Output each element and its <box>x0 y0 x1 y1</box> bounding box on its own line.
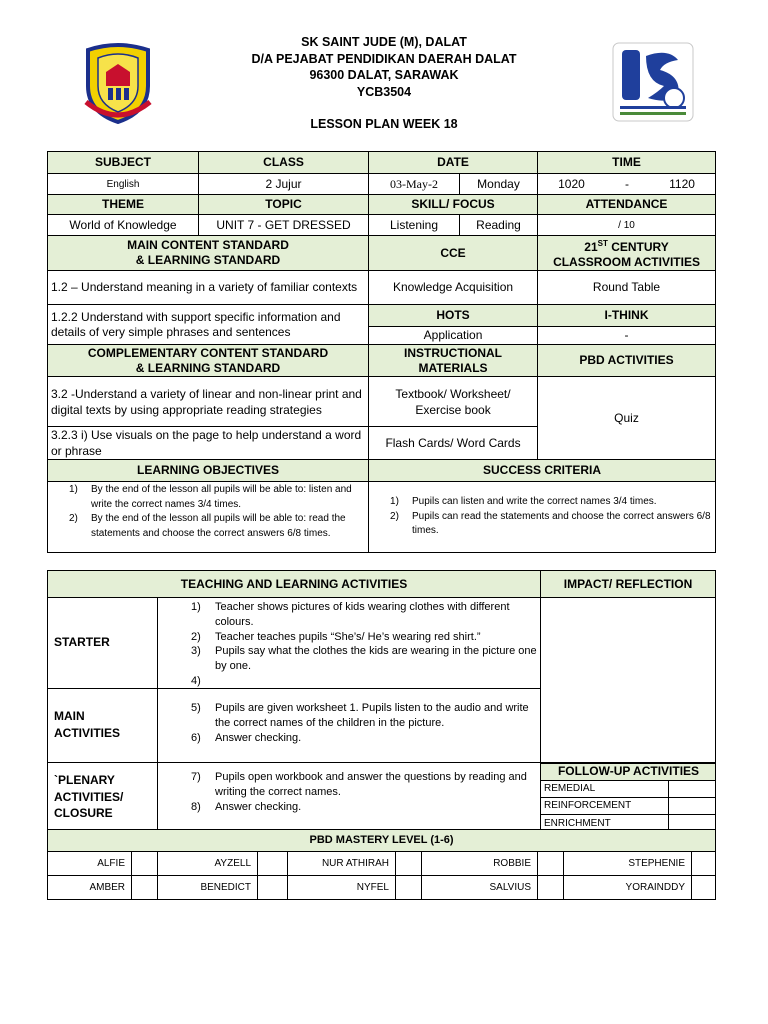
list-item-number: 6) <box>191 731 201 744</box>
pupil-name: SALVIUS <box>422 876 538 900</box>
hots-value: Application <box>369 327 538 345</box>
pbd-activity-value: Quiz <box>538 377 716 460</box>
list-item-number: 1) <box>390 496 399 507</box>
skill-value-2: Reading <box>460 215 538 236</box>
document-header <box>0 28 768 138</box>
starter-activities <box>158 598 541 689</box>
school-address-block <box>220 34 548 133</box>
plenary-label-line2: ACTIVITIES/ <box>54 789 124 804</box>
school-crest-logo <box>82 42 154 124</box>
list-item-number: 7) <box>191 770 201 783</box>
pupil-name: YORAINDDY <box>564 876 692 900</box>
pupil-name: ROBBIE <box>422 852 538 876</box>
main-activities-label-line2: ACTIVITIES <box>54 726 121 741</box>
list-item-number: 2) <box>69 513 78 524</box>
list-item-number: 5) <box>191 701 201 714</box>
list-item-text: Answer checking. <box>215 800 302 813</box>
ithink-value: - <box>538 327 716 345</box>
time-header: TIME <box>538 152 716 174</box>
class-header: CLASS <box>199 152 369 174</box>
lesson-plan-table <box>47 151 716 553</box>
list-item-number: 1) <box>69 484 78 495</box>
pbd-mastery-table <box>47 829 716 900</box>
time-value <box>538 174 716 195</box>
pupil-mastery-level <box>692 876 716 900</box>
plenary-label-line1: `PLENARY <box>54 773 115 788</box>
activities-table <box>47 570 716 832</box>
follow-up-reinforcement: REINFORCEMENT <box>541 797 668 814</box>
class-value: 2 Jujur <box>199 174 369 195</box>
follow-up-remedial-value <box>668 780 716 797</box>
list-item <box>161 644 537 674</box>
theme-header: THEME <box>48 195 199 215</box>
school-postcode-town: 96300 DALAT, SARAWAK <box>309 68 459 82</box>
pbd-mastery-header: PBD MASTERY LEVEL (1-6) <box>48 830 716 852</box>
complementary-standard-header <box>48 345 369 377</box>
main-standard-1: 1.2 – Understand meaning in a variety of familiar contexts <box>48 271 369 305</box>
school-district-office: D/A PEJABAT PENDIDIKAN DAERAH DALAT <box>251 51 517 66</box>
list-item <box>372 495 712 510</box>
list-item-text: Pupils open workbook and answer the questions by reading and writing the correct names. <box>215 770 527 798</box>
date-header: DATE <box>369 152 538 174</box>
main-activities-label-line1: MAIN <box>54 709 85 724</box>
21st-suffix: ST <box>597 239 608 248</box>
pupil-mastery-level <box>132 852 158 876</box>
list-item <box>161 731 537 746</box>
complementary-standard-1: 3.2 -Understand a variety of linear and non-linear print and digital texts by using appropriate reading strategies <box>48 377 369 427</box>
main-content-standard-header <box>48 236 369 271</box>
21st-century-header <box>538 236 716 271</box>
pupil-mastery-level <box>132 876 158 900</box>
attendance-header: ATTENDANCE <box>538 195 716 215</box>
plenary-label-line3: CLOSURE <box>54 806 113 821</box>
21st-century-word: CENTURY <box>607 240 669 254</box>
main-activities <box>158 688 541 762</box>
success-criteria-header: SUCCESS CRITERIA <box>369 460 716 482</box>
pupil-mastery-level <box>396 852 422 876</box>
list-item <box>161 770 537 800</box>
list-item-text: By the end of the lesson all pupils will be able to: listen and write the correct names 3/4 times. <box>91 484 352 510</box>
main-content-standard-header-line2: & LEARNING STANDARD <box>135 253 281 267</box>
pupil-mastery-level <box>692 852 716 876</box>
list-item <box>161 600 537 630</box>
follow-up-enrichment: ENRICHMENT <box>541 814 668 831</box>
starter-label: STARTER <box>48 598 158 689</box>
time-to: 1120 <box>669 176 695 191</box>
topic-value: UNIT 7 - GET DRESSED <box>199 215 369 236</box>
complementary-standard-2: 3.2.3 i) Use visuals on the page to help understand a word or phrase <box>48 427 369 460</box>
materials-line2: Exercise book <box>415 402 491 417</box>
list-item-text: Pupils are given worksheet 1. Pupils listen to the audio and write the correct names of the children in the picture. <box>215 701 529 729</box>
attendance-value: / 10 <box>538 215 716 236</box>
list-item <box>51 512 362 541</box>
impact-reflection-header: IMPACT/ REFLECTION <box>541 571 716 598</box>
list-item-text: Pupils say what the clothes the kids are wearing in the picture one by one. <box>215 645 537 673</box>
subject-value: English <box>48 174 199 195</box>
pupil-mastery-level <box>396 876 422 900</box>
pupil-name: AYZELL <box>158 852 258 876</box>
list-item-text: By the end of the lesson all pupils will be able to: read the statements and choose the correct answers 6/8 times. <box>91 513 346 539</box>
list-item <box>51 483 362 512</box>
subject-header: SUBJECT <box>48 152 199 174</box>
ithink-header: I-THINK <box>538 305 716 327</box>
time-separator: - <box>624 176 629 191</box>
21st-century-activity: Round Table <box>538 271 716 305</box>
follow-up-header: FOLLOW-UP ACTIVITIES <box>541 763 716 780</box>
date-value: 03-May-2 <box>369 174 460 195</box>
list-item-number: 8) <box>191 800 201 813</box>
cce-value: Knowledge Acquisition <box>369 271 538 305</box>
follow-up-table <box>541 763 716 832</box>
instructional-materials-1 <box>369 377 538 427</box>
list-item-number: 1) <box>191 601 201 613</box>
pupil-name: NUR ATHIRAH <box>288 852 396 876</box>
pupil-name: AMBER <box>48 876 132 900</box>
cce-header: CCE <box>369 236 538 271</box>
list-item-number: 3) <box>191 645 201 658</box>
list-item-text: Answer checking. <box>215 731 302 744</box>
topic-header: TOPIC <box>199 195 369 215</box>
pupil-name: BENEDICT <box>158 876 258 900</box>
learning-objectives-list <box>48 482 369 553</box>
theme-value: World of Knowledge <box>48 215 199 236</box>
skill-focus-header: SKILL/ FOCUS <box>369 195 538 215</box>
learning-objectives-header: LEARNING OBJECTIVES <box>48 460 369 482</box>
pupil-mastery-level <box>258 876 288 900</box>
list-item <box>161 674 537 688</box>
list-item <box>161 800 537 815</box>
main-activities-label <box>48 688 158 762</box>
main-standard-2: 1.2.2 Understand with support specific information and details of very simple phrases and sentences <box>48 305 369 345</box>
list-item-number: 2) <box>191 630 201 643</box>
list-item-number: 4) <box>191 674 201 687</box>
list-item <box>372 510 712 539</box>
list-item-text: Pupils can listen and write the correct names 3/4 times. <box>412 496 657 507</box>
complementary-standard-header-line1: COMPLEMENTARY CONTENT STANDARD <box>87 345 329 360</box>
school-name: SK SAINT JUDE (M), DALAT <box>301 35 467 49</box>
list-item-text: Teacher shows pictures of kids wearing clothes with different colours. <box>215 601 510 628</box>
main-content-standard-header-line1: MAIN CONTENT STANDARD <box>127 238 289 252</box>
21st-number: 21 <box>584 240 598 254</box>
hots-header: HOTS <box>369 305 538 327</box>
instructional-materials-2: Flash Cards/ Word Cards <box>369 427 538 460</box>
school-code: YCB3504 <box>356 84 412 99</box>
ts25-program-logo <box>612 42 694 122</box>
time-from: 1020 <box>558 176 585 191</box>
pupil-name: STEPHENIE <box>564 852 692 876</box>
impact-reflection-value <box>541 598 716 763</box>
teaching-learning-activities-header: TEACHING AND LEARNING ACTIVITIES <box>48 571 541 598</box>
pupil-name: ALFIE <box>48 852 132 876</box>
list-item-text: Teacher teaches pupils “She’s/ He’s wearing red shirt.” <box>215 630 481 643</box>
pupil-mastery-level <box>538 876 564 900</box>
list-item-number: 2) <box>390 510 399 522</box>
pbd-row <box>48 876 716 900</box>
skill-value-1: Listening <box>369 215 460 236</box>
follow-up-remedial: REMEDIAL <box>541 780 668 797</box>
follow-up-reinforcement-value <box>668 797 716 814</box>
lesson-plan-title: LESSON PLAN WEEK 18 <box>310 117 458 131</box>
complementary-standard-header-line2: & LEARNING STANDARD <box>135 360 281 375</box>
instructional-materials-header: INSTRUCTIONAL MATERIALS <box>369 345 538 377</box>
list-item <box>161 630 537 645</box>
list-item <box>161 701 537 731</box>
pupil-mastery-level <box>258 852 288 876</box>
plenary-label <box>48 762 158 832</box>
pupil-mastery-level <box>538 852 564 876</box>
follow-up-activities <box>541 762 716 832</box>
list-item-text: Pupils can read the statements and choose the correct answers 6/8 times. <box>412 510 711 536</box>
day-value: Monday <box>460 174 538 195</box>
pupil-name: NYFEL <box>288 876 396 900</box>
pbd-row <box>48 852 716 876</box>
21st-century-header-line2: CLASSROOM ACTIVITIES <box>553 255 700 269</box>
plenary-activities <box>158 762 541 832</box>
materials-line1: Textbook/ Worksheet/ <box>395 386 511 401</box>
pbd-activities-header: PBD ACTIVITIES <box>538 345 716 377</box>
success-criteria-list <box>369 482 716 553</box>
